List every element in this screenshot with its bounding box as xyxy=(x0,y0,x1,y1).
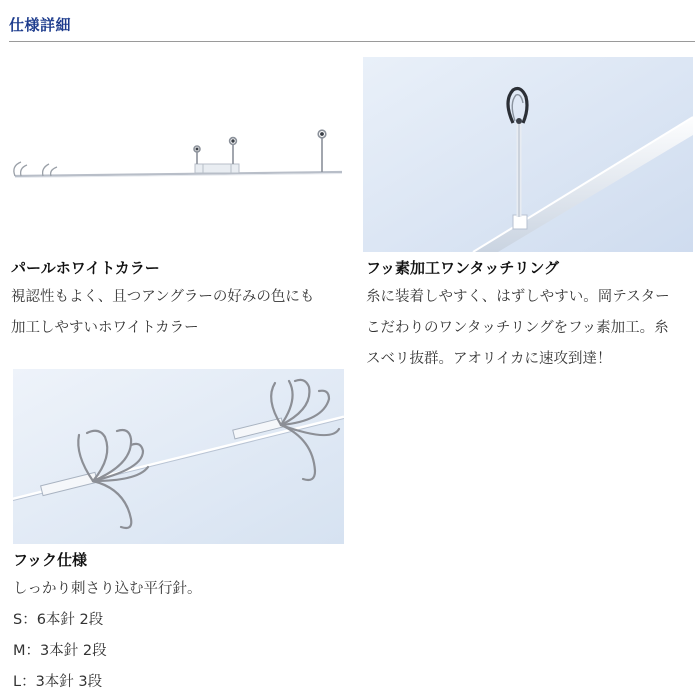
description-line: こだわりのワンタッチリングをフッ素加工。糸 xyxy=(366,320,669,336)
hook-size-l: L：3本針 3段 xyxy=(13,674,103,690)
description-line: スベリ抜群。アオリイカに速攻到達！ xyxy=(366,351,612,367)
description-line: 糸に装着しやすく、はずしやすい。岡テスター xyxy=(366,289,670,305)
hook-spec-heading: フック仕様 xyxy=(13,551,87,569)
section-title: 仕様詳細 xyxy=(9,16,72,34)
hook-image xyxy=(13,369,344,544)
title-divider xyxy=(9,41,695,42)
one-touch-ring-heading: フッ素加工ワンタッチリング xyxy=(366,259,560,277)
one-touch-ring-image xyxy=(363,57,693,252)
hook-spec-description xyxy=(13,574,202,698)
description-line: しっかり刺さり込む平行針。 xyxy=(13,581,202,597)
hook-size-m: M：3本針 2段 xyxy=(13,643,107,659)
description-line: 視認性もよく、且つアングラーの好みの色にも xyxy=(11,289,315,305)
rod-side-view-image xyxy=(7,60,347,255)
pearl-white-description xyxy=(11,282,314,344)
description-line: 加工しやすいホワイトカラー xyxy=(11,320,199,336)
pearl-white-heading: パールホワイトカラー xyxy=(11,259,160,277)
one-touch-ring-description xyxy=(366,282,670,375)
hook-size-s: S：6本針 2段 xyxy=(13,612,104,628)
